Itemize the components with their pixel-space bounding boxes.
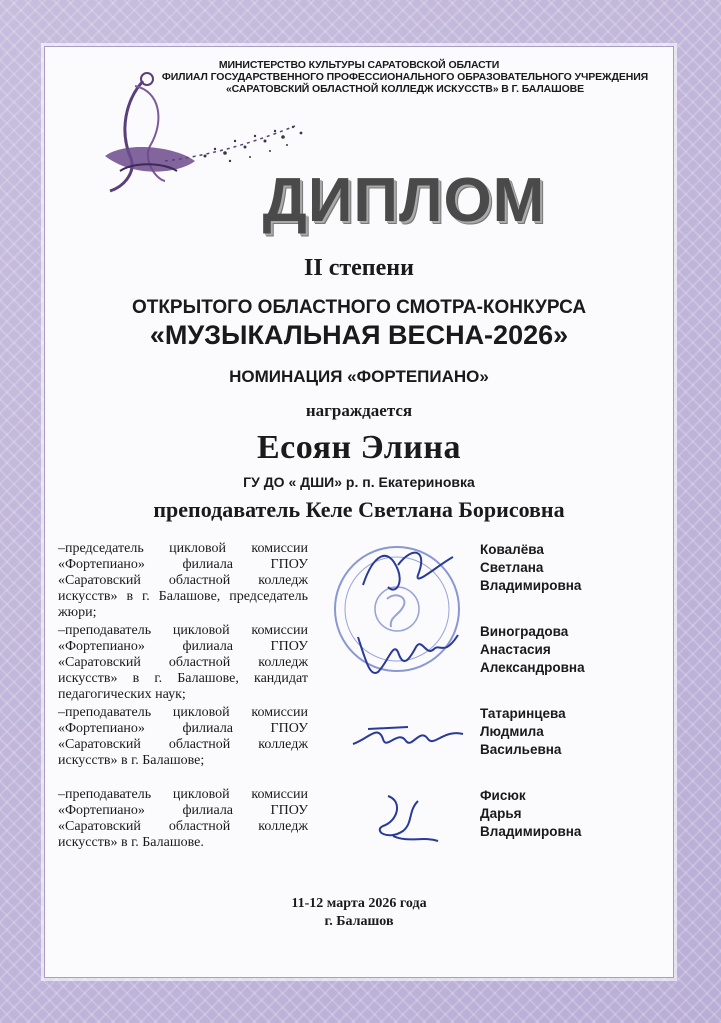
diploma-degree: II степени: [304, 255, 414, 281]
jury-member-description: –председатель цикловой комиссии «Фортепиано» филиала ГПОУ «Саратовский областной колледж искусств» в г. Балашове, председатель жюри;: [58, 541, 308, 620]
jury-member: [58, 623, 658, 705]
jury-member-name: Виноградова Анастасия Александровна: [480, 624, 585, 675]
institution-header: ФИЛИАЛ ГОСУДАРСТВЕННОГО ПРОФЕССИОНАЛЬНОГО ОБРАЗОВАТЕЛЬНОГО УЧРЕЖДЕНИЯ: [161, 71, 649, 83]
date-location: [45, 895, 673, 931]
signature: [348, 617, 468, 687]
award-date: 11-12 марта 2026 года: [291, 896, 427, 911]
jury-member-description: –преподаватель цикловой комиссии «Фортепиано» филиала ГПОУ «Саратовский областной колледж искусств» в г. Балашове.: [58, 787, 308, 850]
award-city: г. Балашов: [324, 914, 394, 929]
diploma-sheet: [44, 46, 674, 978]
jury-member-name: Фисюк Дарья Владимировна: [480, 788, 582, 839]
teacher-name: преподаватель Келе Светлана Борисовна: [153, 497, 565, 522]
jury-member-description: –преподаватель цикловой комиссии «Фортепиано» филиала ГПОУ «Саратовский областной колледж искусств» в г. Балашове, кандидат педагогических наук;: [58, 623, 308, 702]
jury-member: [58, 541, 658, 623]
signature: [348, 781, 468, 851]
jury-list: [58, 541, 658, 869]
contest-line-2: «МУЗЫКАЛЬНАЯ ВЕСНА-2026»: [149, 320, 569, 350]
jury-member: [58, 787, 658, 869]
jury-member: [58, 705, 658, 787]
jury-member-name: Татаринцева Людмила Васильевна: [480, 706, 566, 757]
jury-member-description: –преподаватель цикловой комиссии «Фортепиано» филиала ГПОУ «Саратовский областной колледж искусств» в г. Балашове;: [58, 705, 308, 768]
signature: [348, 699, 468, 769]
awarded-label: награждается: [305, 401, 413, 420]
nomination: НОМИНАЦИЯ «ФОРТЕПИАНО»: [229, 367, 489, 386]
signature: [348, 535, 468, 605]
contest-line-1: ОТКРЫТОГО ОБЛАСТНОГО СМОТРА-КОНКУРСА: [131, 297, 587, 318]
recipient-name: Есоян Элина: [257, 429, 461, 466]
diploma-title: ДИПЛОМ: [262, 166, 546, 235]
ministry-header: МИНИСТЕРСТВО КУЛЬТУРЫ САРАТОВСКОЙ ОБЛАСТИ: [218, 59, 500, 71]
jury-member-name: Ковалёва Светлана Владимировна: [480, 542, 582, 593]
school-name: ГУ ДО « ДШИ» р. п. Екатериновка: [243, 474, 475, 490]
college-header: «САРАТОВСКИЙ ОБЛАСТНОЙ КОЛЛЕДЖ ИСКУССТВ» В Г. БАЛАШОВЕ: [225, 83, 585, 95]
